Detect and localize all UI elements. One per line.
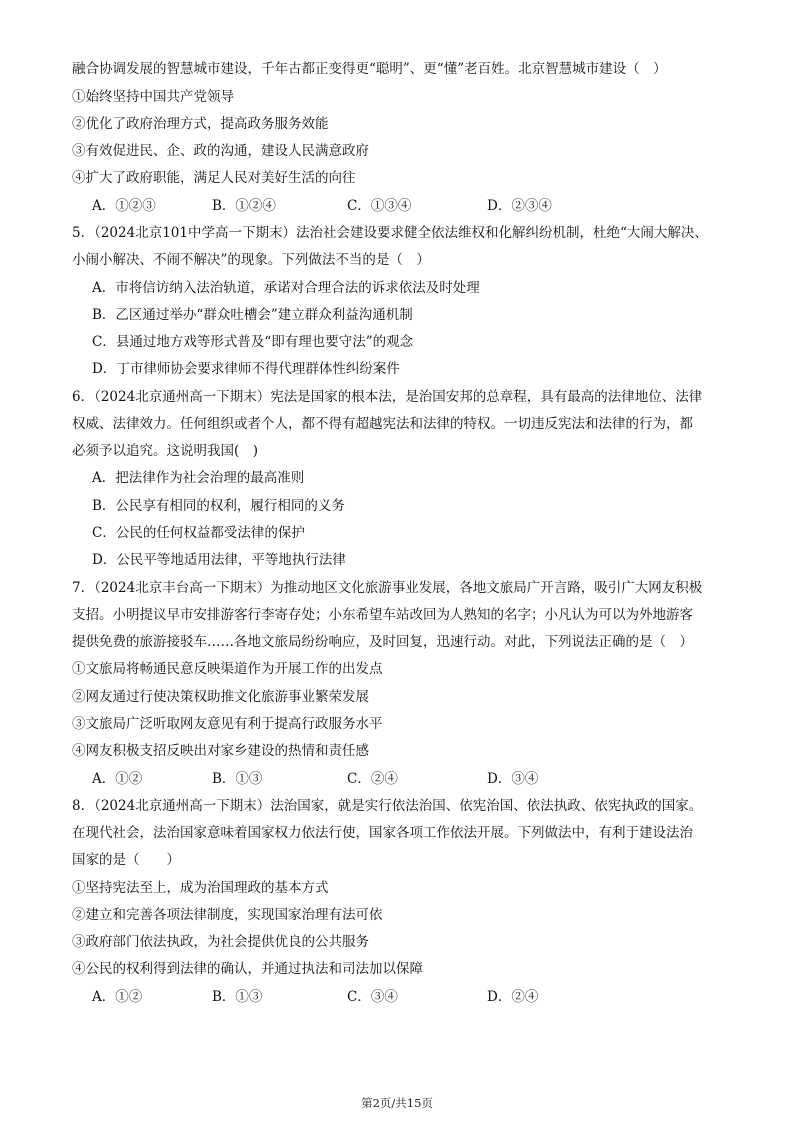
q8-statement-1: ①坚持宪法至上，成为治国理政的基本方式 — [72, 880, 329, 896]
q7-choice-c: C．②④ — [347, 771, 398, 787]
q8-stem-line-2: 在现代社会，法治国家意味着国家权力依法行使，国家各项工作依法开展。下列做法中，有利于建设法治 — [72, 825, 693, 841]
q7-statement-2: ②网友通过行使决策权助推文化旅游事业繁荣发展 — [72, 689, 369, 705]
q5-stem-line-2: 小闹小解决、不闹不解决”的现象。下列做法不当的是（ ） — [72, 252, 430, 268]
q7-choice-a: A．①② — [92, 771, 143, 787]
q8-statement-2: ②建立和完善各项法律制度，实现国家治理有法可依 — [72, 907, 383, 923]
q8-stem-line-1: 8．（2024北京通州高一下期末）法治国家，就是实行依法治国、依宪治国、依法执政、依宪执政的国家。 — [72, 798, 703, 814]
q7-statement-4: ④网友积极支招反映出对家乡建设的热情和责任感 — [72, 743, 369, 759]
q6-stem-line-1: 6．（2024北京通州高一下期末）宪法是国家的根本法，是治国安邦的总章程，具有最高的法律地位、法律 — [72, 389, 703, 405]
q5-option-b: B．乙区通过举办“群众吐槽会”建立群众利益沟通机制 — [92, 307, 413, 323]
q7-stem-line-3: 提供免费的旅游接驳车……各地文旅局纷纷响应，及时回复，迅速行动。对此，下列说法正确的是（ ） — [72, 634, 693, 650]
q4-choice-d: D．②③④ — [487, 198, 552, 214]
q4-stem-line: 融合协调发展的智慧城市建设，千年古都正变得更“聪明”、更“懂”老百姓。北京智慧城市建设（ ） — [72, 61, 667, 77]
q8-choice-b: B．①③ — [212, 989, 263, 1005]
q6-stem-line-2: 权威、法律效力。任何组织或者个人，都不得有超越宪法和法律的特权。一切违反宪法和法律的行为，都 — [72, 416, 693, 432]
q5-stem-line-1: 5．（2024北京101中学高一下期末）法治社会建设要求健全依法维权和化解纠纷机制，杜绝“大闹大解决、 — [72, 225, 708, 241]
q5-option-c: C．县通过地方戏等形式普及“即有理也要守法”的观念 — [92, 334, 414, 350]
q6-option-d: D．公民平等地适用法律，平等地执行法律 — [92, 552, 346, 568]
q4-statement-1: ①始终坚持中国共产党领导 — [72, 89, 234, 105]
page-number: 第2页/共15页 — [361, 1096, 433, 1110]
q7-choice-d: D．③④ — [487, 771, 539, 787]
q8-statement-3: ③政府部门依法执政，为社会提供优良的公共服务 — [72, 934, 369, 950]
q6-option-a: A．把法律作为社会治理的最高准则 — [92, 470, 305, 486]
q8-choice-d: D．②④ — [487, 989, 539, 1005]
q4-choice-c: C．①③④ — [347, 198, 412, 214]
q4-choice-b: B．①②④ — [212, 198, 276, 214]
q4-statement-2: ②优化了政府治理方式，提高政务服务效能 — [72, 116, 329, 132]
q4-choice-a: A．①②③ — [92, 198, 156, 214]
q7-stem-line-2: 支招。小明提议早市安排游客行李寄存处；小东希望车站改回为人熟知的名字；小凡认为可以为外地游客 — [72, 607, 693, 623]
q8-choice-c: C．③④ — [347, 989, 398, 1005]
q8-statement-4: ④公民的权利得到法律的确认，并通过执法和司法加以保障 — [72, 961, 423, 977]
q7-statement-1: ①文旅局将畅通民意反映渠道作为开展工作的出发点 — [72, 661, 383, 677]
q5-option-a: A．市将信访纳入法治轨道，承诺对合理合法的诉求依法及时处理 — [92, 280, 480, 296]
q5-option-d: D．丁市律师协会要求律师不得代理群体性纠纷案件 — [92, 361, 400, 377]
q6-stem-line-3: 必须予以追究。这说明我国( ) — [72, 443, 259, 459]
q4-statement-3: ③有效促进民、企、政的沟通，建设人民满意政府 — [72, 143, 369, 159]
q6-option-b: B．公民享有相同的权利，履行相同的义务 — [92, 498, 345, 514]
q7-choice-b: B．①③ — [212, 771, 263, 787]
q4-statement-4: ④扩大了政府职能，满足人民对美好生活的向往 — [72, 170, 356, 186]
q7-stem-line-1: 7．（2024北京丰台高一下期末）为推动地区文化旅游事业发展，各地文旅局广开言路，吸引广大网友积极 — [72, 580, 703, 596]
q7-statement-3: ③文旅局广泛听取网友意见有利于提高行政服务水平 — [72, 716, 383, 732]
q8-choice-a: A．①② — [92, 989, 143, 1005]
q6-option-c: C．公民的任何权益都受法律的保护 — [92, 525, 305, 541]
q8-stem-line-3: 国家的是（ ） — [72, 852, 180, 868]
